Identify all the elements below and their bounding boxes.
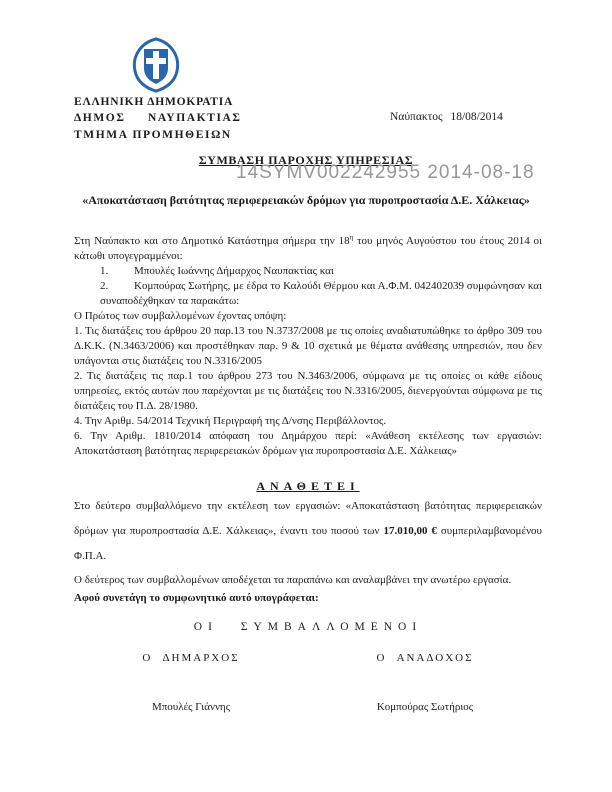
contract-amount: 17.010,00 €: [383, 525, 437, 537]
party-item-1-number: 1.: [100, 265, 109, 277]
closing-line: Αφού συνετάγη το συμφωνητικό αυτό υπογράφεται:: [74, 592, 319, 604]
legal-reference-4: 4. Την Αριθμ. 54/2014 Τεχνική Περιγραφή της Δ/νσης Περιβάλλοντος.: [74, 415, 387, 427]
assignment-text-post: συμπεριλαμβανομένου Φ.Π.Α.: [74, 525, 542, 562]
intro-paragraph: [74, 234, 542, 264]
signature-roles-row: [74, 651, 542, 666]
adam-registry-stamp: 14SYMV002242955 2014-08-18: [236, 162, 535, 183]
intro-text-pre: Στη Ναύπακτο και στο Δημοτικό Κατάστημα σήμερα την 18: [74, 235, 350, 247]
document-body: [74, 234, 542, 715]
party-item-2-number: 2.: [100, 280, 109, 292]
mayor-role-label: Ο ΔΗΜΑΡΧΟΣ: [142, 652, 240, 664]
party-item-1: [74, 264, 542, 279]
assigns-heading: [74, 479, 542, 494]
place-and-date: Ναύπακτος 18/08/2014: [390, 111, 503, 123]
intro-text-post: του μηνός Αυγούστου του έτους 2014 οι κάτωθι υπογεγραμμένοι:: [74, 235, 542, 262]
parties-heading: ΟΙ ΣΥΜΒΑΛΛΟΜΕΝΟΙ: [193, 621, 423, 633]
party-item-2: [74, 279, 542, 309]
contractor-role-label: Ο ΑΝΑΔΟΧΟΣ: [376, 652, 474, 664]
party-item-2-text: Κομπούρας Σωτήρης, με έδρα το Καλούδι Θέρμου και Α.Φ.Μ. 042402039 συμφώνησαν και συναποδέχθηκαν τα παρακάτω:: [100, 280, 542, 307]
document-title-text: ΣΥΜΒΑΣΗ ΠΑΡΟΧΗΣ ΥΠΗΡΕΣΙΑΣ: [198, 153, 414, 167]
signature-names-row: [74, 700, 542, 715]
having-regard-line: Ο Πρώτος των συμβαλλομένων έχοντας υπόψη:: [74, 310, 287, 322]
legal-reference-1: 1. Τις διατάξεις του άρθρου 20 παρ.13 του Ν.3737/2008 με τις οποίες αναδιατυπώθηκε το άρθρο 309 του Δ.Κ.Κ. (Ν.3463/2006) και προστέθηκαν παρ. 9 & 10 σχετικά με θέματα ανάθεσης υπηρεσιών, που δεν υπάγονται στις διατάξεις του Ν.3316/2005: [74, 325, 542, 367]
state-name: ΕΛΛΗΝΙΚΗ ΔΗΜΟΚΡΑΤΙΑ: [74, 96, 234, 108]
greek-republic-emblem-icon: [127, 36, 185, 94]
municipality-name: ΔΗΜΟΣ ΝΑΥΠΑΚΤΙΑΣ: [74, 112, 242, 124]
ordinal-superscript: η: [349, 233, 354, 242]
document-subtitle: «Αποκατάσταση βατότητας περιφερειακών δρόμων για πυροπροστασία Δ.Ε. Χάλκειας»: [82, 193, 530, 207]
assignment-paragraph: [74, 494, 542, 569]
legal-reference-2: 2. Τις διατάξεις τις παρ.1 του άρθρου 273 του Ν.3463/2006, σύμφωνα με τις οποίες οι κάθε είδους υπηρεσίες, εκτός αυτών που παρέχονται με τις διατάξεις του Ν.3316/2005, διενεργούνται σύμφωνα με τις διατάξεις του Π.Δ. 28/1980.: [74, 370, 542, 412]
contractor-name: Κομπούρας Σωτήριος: [376, 701, 474, 713]
legal-reference-6: 6. Την Αριθμ. 1810/2014 απόφαση του Δημάρχου περί: «Ανάθεση εκτέλεσης των εργασιών: Αποκατάσταση βατότητας περιφερειακών δρόμων για πυροπροστασία Δ.Ε. Χάλκειας»: [74, 430, 542, 457]
acceptance-paragraph: Ο δεύτερος των συμβαλλομένων αποδέχεται τα παραπάνω και αναλαμβάνει την ανωτέρω εργασία.: [74, 574, 512, 586]
department-name: ΤΜΗΜΑ ΠΡΟΜΗΘΕΙΩΝ: [74, 129, 232, 141]
assignment-text-pre: Στο δεύτερο συμβαλλόμενο την εκτέλεση των εργασιών: «Αποκατάσταση βατότητας περιφερειακών δρόμων για πυροπροστασία Δ.Ε. Χάλκειας», έναντι του ποσού των: [74, 500, 542, 537]
mayor-name: Μπουλές Γιάννης: [151, 701, 231, 713]
party-item-1-text: Μπουλές Ιωάννης Δήμαρχος Ναυπακτίας και: [134, 265, 334, 277]
assigns-heading-text: ΑΝΑΘΕΤΕΙ: [256, 479, 360, 493]
